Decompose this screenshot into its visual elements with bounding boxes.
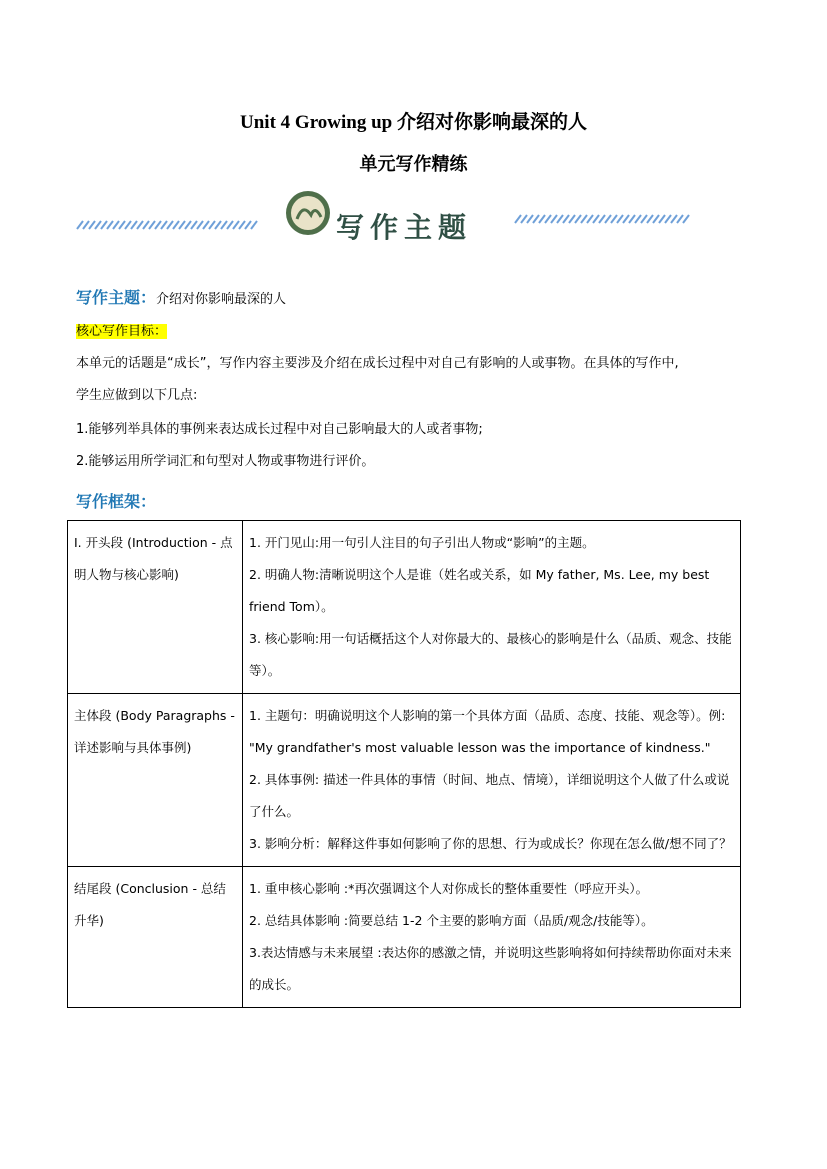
framework-table (67, 520, 741, 1008)
banner-text: 写作主题 (336, 211, 473, 244)
table-row (68, 521, 741, 694)
table-point: 2. 总结具体影响 :简要总结 1-2 个主要的影响方面（品质/观念/技能等）。 (249, 913, 654, 928)
table-point: 3.表达情感与未来展望 :表达你的感激之情，并说明这些影响将如何持续帮助你面对未来的成长。 (249, 945, 732, 992)
table-point: 3. 核心影响:用一句话概括这个人对你最大的、最核心的影响是什么（品质、观念、技能等）。 (249, 631, 732, 678)
table-point: 1. 重申核心影响 :*再次强调这个人对你成长的整体重要性（呼应开头）。 (249, 881, 649, 896)
table-point: 1. 主题句：明确说明这个人影响的第一个具体方面（品质、态度、技能、观念等）。例: "My grandfather's most valuable lesson was the importance of kindness." (249, 708, 726, 755)
table-row (68, 694, 741, 867)
document-subtitle: 单元写作精练 (359, 154, 468, 175)
table-section-cell: I. 开头段 (Introduction - 点明人物与核心影响) (68, 521, 243, 694)
table-point: 2. 具体事例: 描述一件具体的事情（时间、地点、情境），详细说明这个人做了什么或说了什么。 (249, 772, 730, 819)
framework-heading: 写作框架： (76, 492, 157, 511)
goals-label-line (76, 322, 167, 342)
table-point: 2. 明确人物:清晰说明这个人是谁（姓名或关系，如 My father, Ms. Lee, my best friend Tom）。 (249, 567, 710, 614)
goals-intro-line2: 学生应做到以下几点: (76, 388, 198, 403)
banner-emblem-icon (286, 191, 330, 235)
goals-intro-line1: 本单元的话题是“成长”，写作内容主要涉及介绍在成长过程中对自己有影响的人或事物。在具体的写作中, (76, 356, 679, 371)
topic-label: 写作主题： (76, 288, 157, 307)
table-row (68, 867, 741, 1008)
table-points-cell (243, 867, 741, 1008)
goals-item-1: 1.能够列举具体的事例来表达成长过程中对自己影响最大的人或者事物; (76, 422, 483, 437)
table-point: 3. 影响分析：解释这件事如何影响了你的思想、行为或成长？你现在怎么做/想不同了？ (249, 836, 732, 851)
topic-heading (76, 285, 286, 308)
table-section-cell: 结尾段 (Conclusion - 总结升华) (68, 867, 243, 1008)
topic-text: 介绍对你影响最深的人 (156, 292, 287, 307)
table-section-cell: 主体段 (Body Paragraphs - 详述影响与具体事例) (68, 694, 243, 867)
banner-stripes-left (77, 221, 257, 229)
table-points-cell (243, 521, 741, 694)
table-points-cell (243, 694, 741, 867)
table-point: 1. 开门见山:用一句引人注目的句子引出人物或“影响”的主题。 (249, 535, 595, 550)
document-title: Unit 4 Growing up 介绍对你影响最深的人 (240, 112, 587, 133)
goals-label: 核心写作目标： (76, 324, 168, 339)
banner-stripes-right (515, 215, 689, 223)
goals-item-2: 2.能够运用所学词汇和句型对人物或事物进行评价。 (76, 454, 375, 469)
